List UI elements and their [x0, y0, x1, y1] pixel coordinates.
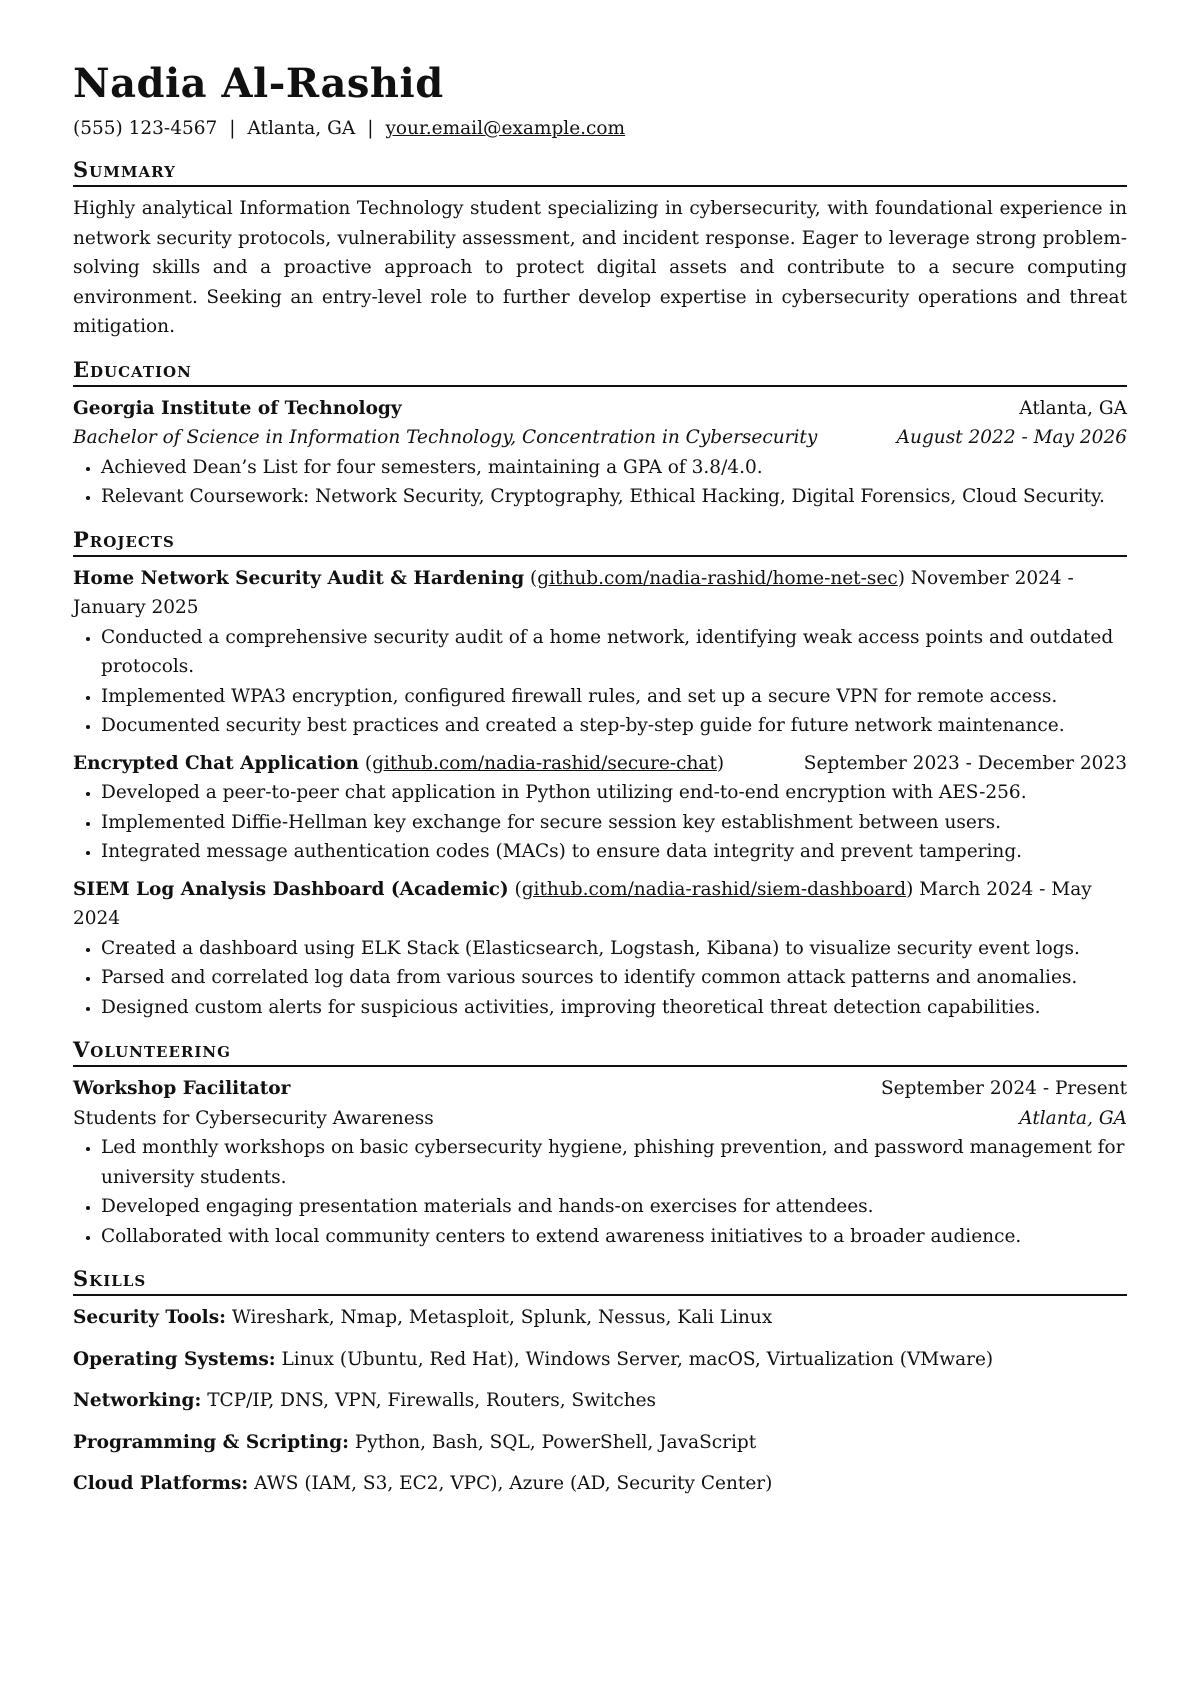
section-title-projects: Projects — [73, 526, 1127, 557]
degree-row — [73, 423, 1127, 453]
contact-separator: | — [229, 118, 236, 139]
list-item: • Implemented WPA3 encryption, configured firewall rules, and set up a secure VPN for remote access. — [101, 682, 1127, 712]
volunteer-role: Workshop Facilitator — [73, 1078, 291, 1099]
skill-row — [73, 1469, 1127, 1499]
project-entry — [73, 564, 1127, 741]
volunteer-location: Atlanta, GA — [1019, 1107, 1127, 1129]
list-item: • Created a dashboard using ELK Stack (Elasticsearch, Logstash, Kibana) to visualize security event logs. — [101, 934, 1127, 964]
skill-label: Operating Systems: — [73, 1348, 276, 1370]
section-title-education: Education — [73, 356, 1127, 387]
volunteer-bullets — [73, 1133, 1127, 1251]
education-bullets — [73, 453, 1127, 512]
skill-label: Cloud Platforms: — [73, 1473, 249, 1494]
volunteer-org: Students for Cybersecurity Awareness — [73, 1107, 434, 1129]
list-item: • Achieved Dean’s List for four semesters, maintaining a GPA of 3.8/4.0. — [101, 453, 1127, 483]
contact-line — [73, 116, 1127, 142]
project-bullets — [73, 934, 1127, 1023]
skill-value: TCP/IP, DNS, VPN, Firewalls, Routers, Switches — [207, 1390, 657, 1411]
summary-text: Highly analytical Information Technology student specializing in cybersecurity, with foundational experience in network security protocols, vulnerability assessment, and incident response. Eager to leverage strong problem-solving skills and a proactive approach to protect digital assets and contribute to a secure computing environment. Seeking an entry-level role to further develop expertise in cybersecurity operations and threat mitigation. — [73, 198, 1127, 337]
list-item: • Led monthly workshops on basic cybersecurity hygiene, phishing prevention, and password management for university students. — [101, 1133, 1127, 1192]
volunteer-org-row — [73, 1104, 1127, 1134]
resume-page — [73, 60, 1127, 1511]
skill-row — [73, 1386, 1127, 1416]
degree: Bachelor of Science in Information Technology, Concentration in Cybersecurity — [73, 427, 818, 448]
skill-value: Python, Bash, SQL, PowerShell, JavaScript — [354, 1431, 757, 1453]
list-item: • Conducted a comprehensive security audit of a home network, identifying weak access points and outdated protocols. — [101, 623, 1127, 682]
project-link[interactable]: github.com/nadia-rashid/siem-dashboard — [521, 878, 907, 900]
section-title-volunteering: Volunteering — [73, 1036, 1127, 1067]
volunteering-section — [73, 1036, 1127, 1251]
project-dates: September 2023 - December 2023 — [803, 752, 1127, 774]
list-item: • Implemented Diffie-Hellman key exchange for secure session key establishment between users. — [101, 808, 1127, 838]
list-item: • Designed custom alerts for suspicious activities, improving theoretical threat detection capabilities. — [101, 993, 1127, 1023]
skill-row — [73, 1428, 1127, 1458]
phone-number: (555) 123-4567 — [73, 118, 218, 139]
skill-label: Networking: — [73, 1390, 202, 1411]
volunteer-header-row — [73, 1074, 1127, 1104]
skills-section — [73, 1265, 1127, 1499]
skill-value: AWS (IAM, S3, EC2, VPC), Azure (AD, Security Center) — [254, 1473, 773, 1494]
project-name: SIEM Log Analysis Dashboard (Academic) — [73, 878, 509, 900]
list-item: • Documented security best practices and created a step-by-step guide for future network maintenance. — [101, 711, 1127, 741]
list-item: • Collaborated with local community centers to extend awareness initiatives to a broader audience. — [101, 1222, 1127, 1252]
project-link[interactable]: github.com/nadia-rashid/home-net-sec — [537, 567, 898, 589]
project-entry — [73, 875, 1127, 1023]
project-entry — [73, 749, 1127, 867]
school-location: Atlanta, GA — [1019, 397, 1127, 419]
skill-label: Programming & Scripting: — [73, 1431, 349, 1453]
skill-value: Wireshark, Nmap, Metasploit, Splunk, Nessus, Kali Linux — [231, 1307, 773, 1328]
education-header-row — [73, 394, 1127, 424]
list-item: • Relevant Coursework: Network Security, Cryptography, Ethical Hacking, Digital Forensics, Cloud Security. — [101, 482, 1127, 512]
skill-label: Security Tools: — [73, 1307, 226, 1328]
project-link[interactable]: github.com/nadia-rashid/secure-chat — [372, 752, 717, 774]
skill-value: Linux (Ubuntu, Red Hat), Windows Server, macOS, Virtualization (VMware) — [281, 1348, 994, 1370]
project-header: SIEM Log Analysis Dashboard (Academic) (github.com/nadia-rashid/siem-dashboard) March 2024 - May 2024 — [73, 878, 1092, 929]
contact-separator: | — [367, 118, 374, 139]
skill-row — [73, 1345, 1127, 1375]
summary-section — [73, 156, 1127, 342]
list-item: • Parsed and correlated log data from various sources to identify common attack patterns and anomalies. — [101, 963, 1127, 993]
candidate-name: Nadia Al-Rashid — [73, 60, 444, 107]
location: Atlanta, GA — [247, 118, 356, 139]
school-name: Georgia Institute of Technology — [73, 397, 402, 419]
volunteer-dates: September 2024 - Present — [880, 1078, 1127, 1099]
education-dates: August 2022 - May 2026 — [896, 427, 1127, 448]
project-name: Home Network Security Audit & Hardening — [73, 567, 525, 589]
list-item: • Integrated message authentication codes (MACs) to ensure data integrity and prevent tampering. — [101, 837, 1127, 867]
project-name: Encrypted Chat Application — [73, 752, 359, 774]
section-title-skills: Skills — [73, 1265, 1127, 1296]
project-header: Encrypted Chat Application (github.com/nadia-rashid/secure-chat) September 2023 - December 2023 — [73, 749, 1127, 779]
projects-section — [73, 526, 1127, 1023]
list-item: • Developed a peer-to-peer chat application in Python utilizing end-to-end encryption with AES-256. — [101, 778, 1127, 808]
education-section — [73, 356, 1127, 512]
project-bullets — [73, 623, 1127, 741]
project-header: Home Network Security Audit & Hardening (github.com/nadia-rashid/home-net-sec) November 2024 - January 2025 — [73, 567, 1074, 618]
project-bullets — [73, 778, 1127, 867]
project-dates: November 2024 - January 2025 — [73, 567, 1074, 618]
section-title-summary: Summary — [73, 156, 1127, 187]
list-item: • Developed engaging presentation materials and hands-on exercises for attendees. — [101, 1192, 1127, 1222]
email-link[interactable]: your.email@example.com — [385, 118, 626, 139]
project-dates: March 2024 - May 2024 — [73, 878, 1092, 929]
skill-row — [73, 1303, 1127, 1333]
